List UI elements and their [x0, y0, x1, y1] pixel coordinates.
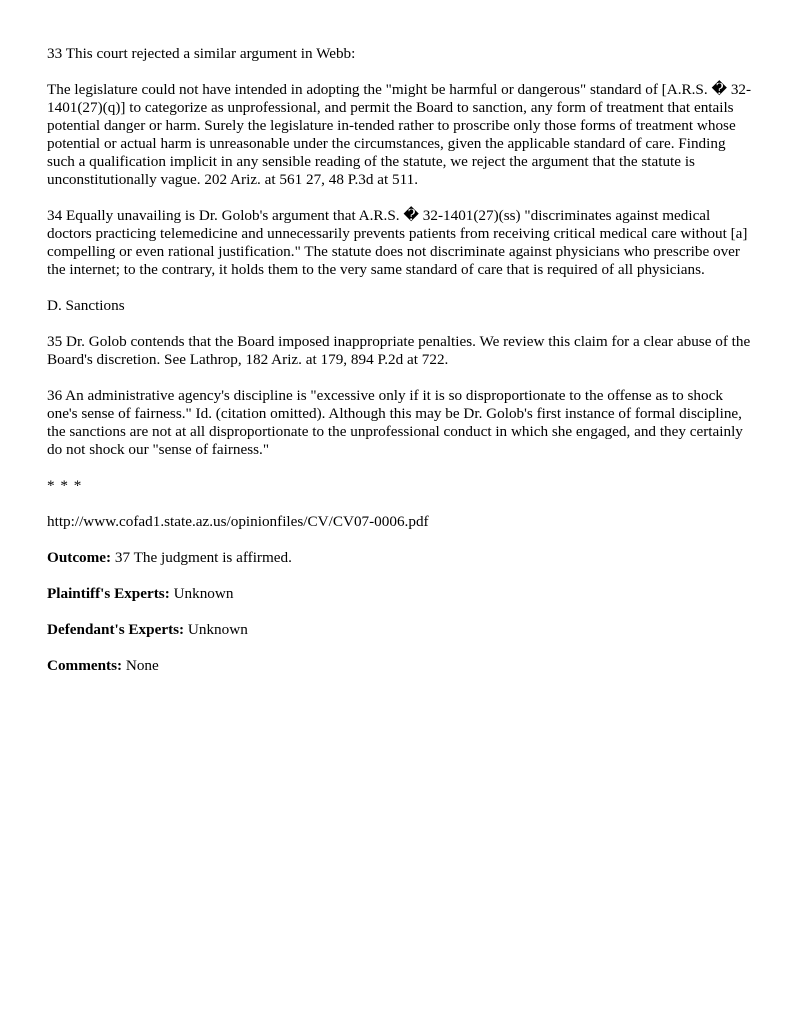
comments-value: None — [122, 657, 159, 674]
defendant-experts-field — [47, 621, 752, 639]
section-separator: * * * — [47, 477, 83, 494]
plaintiff-experts-value: Unknown — [169, 585, 234, 602]
paragraph-33-intro: 33 This court rejected a similar argument in Webb: — [47, 45, 356, 62]
paragraph-36: 36 An administrative agency's discipline is "excessive only if it is so disproportionate to the offense as to shock one's sense of fairness." Id. (citation omitted). Although this may be Dr. Golob's first instance of formal discipline, the sanctions are not at all disproportionate to the unprofessional conduct in which she engaged, and they certainly do not shock our "sense of fairness." — [47, 387, 743, 458]
comments-field — [47, 657, 752, 675]
defendant-experts-value: Unknown — [184, 621, 248, 638]
outcome-label: Outcome: — [47, 549, 112, 566]
outcome-field — [47, 549, 752, 567]
defendant-experts-label: Defendant's Experts: — [47, 621, 185, 638]
paragraph-34: 34 Equally unavailing is Dr. Golob's argument that A.R.S. � 32-1401(27)(ss) "discriminates against medical doctors practicing telemedicine and unnecessarily prevents patients from receiving critical medical care without [a] compelling or even rational justification." The statute does not discriminate against physicians who prescribe over the internet; to the contrary, it holds them to the very same standard of care that is required of all physicians. — [47, 207, 748, 278]
section-heading-sanctions: D. Sanctions — [47, 297, 125, 314]
outcome-value: 37 The judgment is affirmed. — [111, 549, 292, 566]
document-body — [47, 45, 752, 693]
paragraph-35: 35 Dr. Golob contends that the Board imposed inappropriate penalties. We review this claim for a clear abuse of the Board's discretion. See Lathrop, 182 Ariz. at 179, 894 P.2d at 722. — [47, 333, 751, 368]
comments-label: Comments: — [47, 657, 123, 674]
source-url: http://www.cofad1.state.az.us/opinionfiles/CV/CV07-0006.pdf — [47, 513, 429, 530]
paragraph-33-quote: The legislature could not have intended in adopting the "might be harmful or dangerous" standard of [A.R.S. � 32-1401(27)(q)] to categorize as unprofessional, and permit the Board to sanction, any form of treatment that entails potential danger or harm. Surely the legislature in-tended rather to proscribe only those forms of treatment whose potential or actual harm is unreasonable under the circumstances, given the applicable standard of care. Finding such a qualification implicit in any sensible reading of the statute, we reject the argument that the statute is unconstitutionally vague. 202 Ariz. at 561 27, 48 P.3d at 511. — [47, 81, 752, 188]
plaintiff-experts-field — [47, 585, 752, 603]
plaintiff-experts-label: Plaintiff's Experts: — [47, 585, 170, 602]
